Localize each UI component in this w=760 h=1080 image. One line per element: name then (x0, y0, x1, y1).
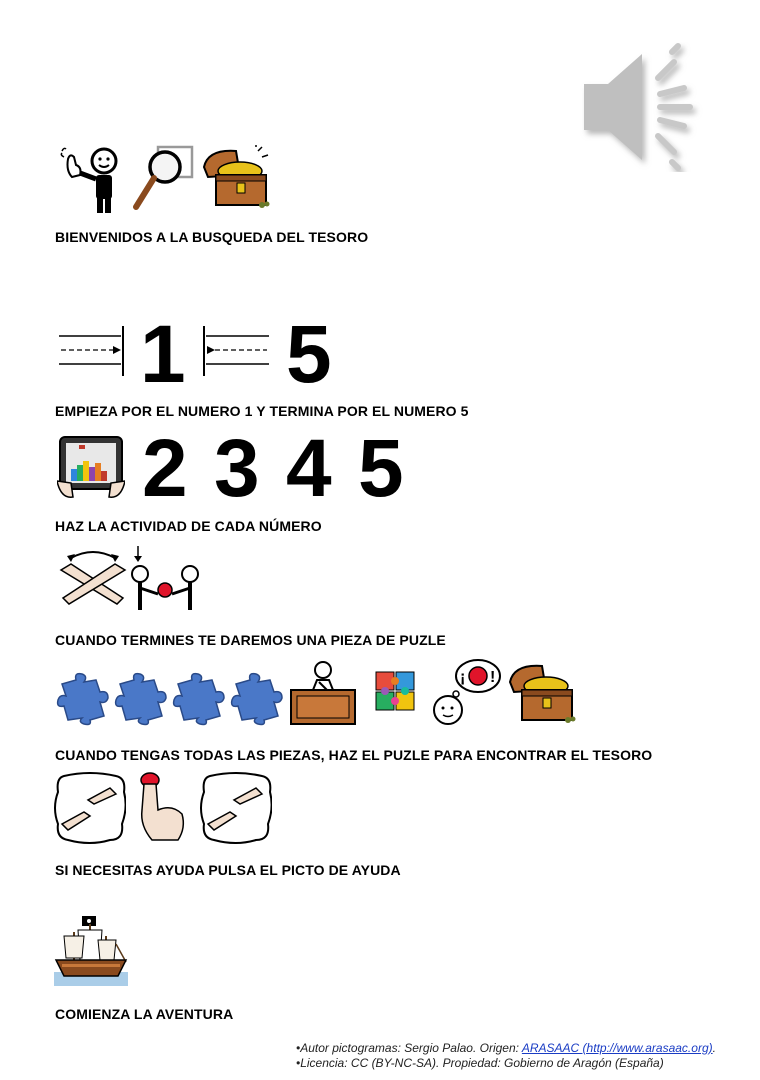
treasure-chest-icon (200, 145, 272, 211)
give-piece-icon (130, 544, 202, 612)
number-last: 5 (286, 309, 332, 400)
puzzle-piece-icon (172, 672, 228, 726)
puzzle-piece-icon (114, 672, 170, 726)
footer-author (296, 1041, 716, 1055)
puzzle-assembled-icon (370, 666, 422, 718)
teacher-desk-icon (289, 660, 357, 726)
start-arrow-icon (57, 322, 127, 378)
caption-welcome: BIENVENIDOS A LA BUSQUEDA DEL TESORO (55, 229, 369, 245)
end-arrow-icon (201, 322, 271, 378)
caption-piece: CUANDO TERMINES TE DAREMOS UNA PIEZA DE PUZLE (55, 632, 446, 648)
caption-all-pieces: CUANDO TENGAS TODAS LAS PIEZAS, HAZ EL PUZLE PARA ENCONTRAR EL TESORO (55, 747, 653, 763)
treasure-chest-icon (506, 660, 578, 726)
footer-author-suffix: . (712, 1041, 716, 1055)
arasaac-link[interactable]: ARASAAC (http://www.arasaac.org) (521, 1041, 713, 1055)
number-first: 1 (140, 309, 186, 400)
exchange-arms-icon (57, 548, 129, 610)
puzzle-piece-icon (230, 672, 286, 726)
pirate-ship-icon (54, 914, 128, 986)
caption-begin: COMIENZA LA AVENTURA (55, 1006, 234, 1022)
help-hands-icon[interactable] (54, 772, 126, 844)
tablet-game-icon (57, 435, 125, 499)
number-seq-3: 3 (214, 423, 260, 514)
svg-text:!: ! (490, 669, 496, 686)
think-icon (430, 658, 502, 728)
help-hands-icon[interactable] (200, 772, 272, 844)
caption-activity: HAZ LA ACTIVIDAD DE CADA NÚMERO (55, 518, 322, 534)
number-seq-2: 2 (142, 423, 188, 514)
number-seq-4: 4 (286, 423, 332, 514)
speaker-volume-icon[interactable] (578, 42, 718, 172)
footer-author-prefix: •Autor pictogramas: Sergio Palao. Origen: (296, 1041, 522, 1055)
puzzle-piece-icon (56, 672, 112, 726)
svg-text:¡: ¡ (460, 669, 466, 686)
caption-start-end: EMPIEZA POR EL NUMERO 1 Y TERMINA POR EL NUMERO 5 (55, 403, 469, 419)
footer-license: •Licencia: CC (BY-NC-SA). Propiedad: Gobierno de Aragón (España) (296, 1056, 664, 1070)
press-button-icon[interactable] (134, 770, 190, 844)
wave-hello-icon (60, 145, 126, 213)
number-seq-5: 5 (358, 423, 404, 514)
magnifier-icon (132, 145, 196, 211)
caption-help: SI NECESITAS AYUDA PULSA EL PICTO DE AYUDA (55, 862, 401, 878)
